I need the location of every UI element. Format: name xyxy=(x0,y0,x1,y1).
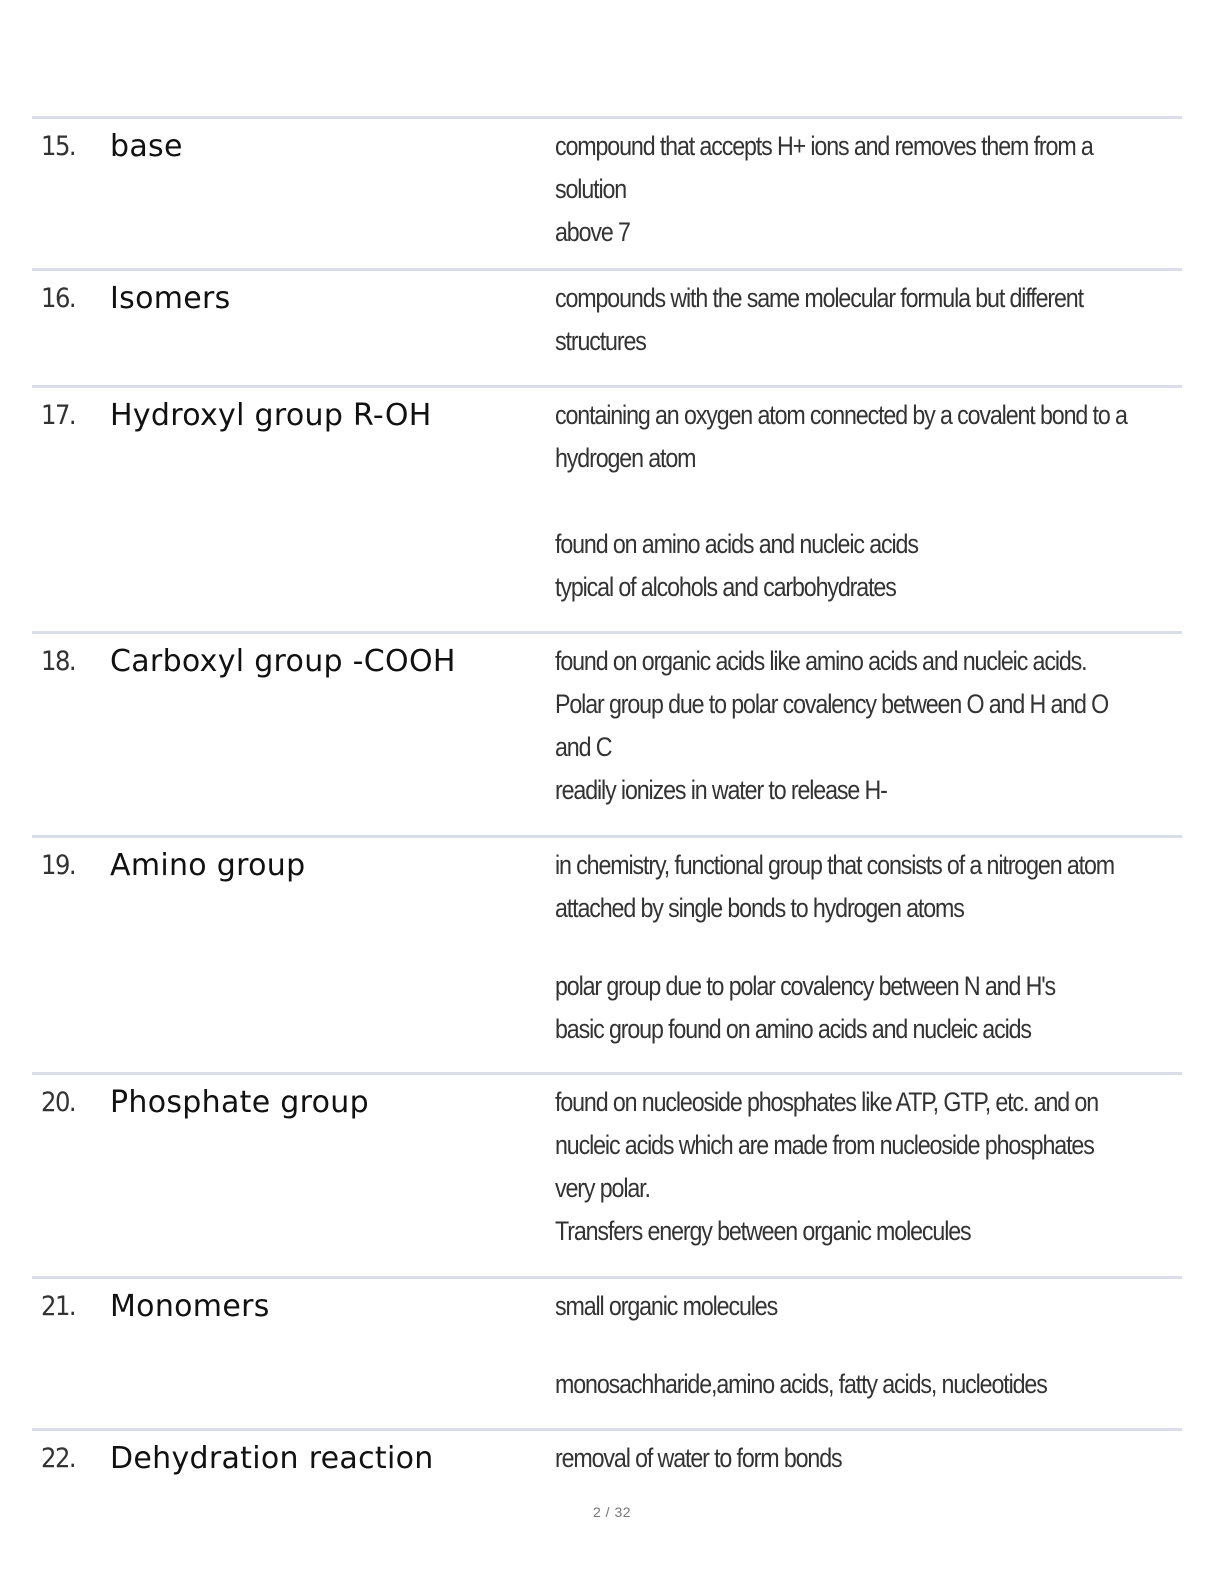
definition-line: very polar. xyxy=(555,1173,650,1203)
entry-term: base xyxy=(110,129,183,164)
entry-term: Phosphate group xyxy=(110,1085,369,1120)
glossary-entry xyxy=(32,634,1182,838)
definition-line: Polar group due to polar covalency between O and H and O xyxy=(555,689,1109,719)
glossary-entry xyxy=(32,1431,1182,1501)
entry-term: Hydroxyl group R-OH xyxy=(110,398,432,433)
entry-definition xyxy=(555,394,1127,609)
entry-term: Monomers xyxy=(110,1289,270,1324)
glossary-entry xyxy=(32,1279,1182,1431)
definition-line: polar group due to polar covalency between N and H's xyxy=(555,971,1056,1001)
definition-line: structures xyxy=(555,326,646,356)
definition-line: attached by single bonds to hydrogen atoms xyxy=(555,893,964,923)
glossary-entry xyxy=(32,271,1182,388)
entry-term: Isomers xyxy=(110,281,231,316)
entry-definition xyxy=(555,844,1114,1051)
entry-number: 18. xyxy=(41,646,76,677)
definition-line: removal of water to form bonds xyxy=(555,1443,842,1473)
glossary-entry xyxy=(32,838,1182,1075)
definition-line: small organic molecules xyxy=(555,1291,778,1321)
glossary-table xyxy=(32,116,1182,1501)
definition-line: above 7 xyxy=(555,217,630,247)
entry-definition xyxy=(555,640,1108,812)
entry-number: 20. xyxy=(41,1087,76,1118)
entry-term: Dehydration reaction xyxy=(110,1441,434,1476)
definition-line: and C xyxy=(555,732,612,762)
entry-number: 16. xyxy=(41,283,76,314)
definition-line: Transfers energy between organic molecules xyxy=(555,1216,971,1246)
definition-line xyxy=(555,1328,1094,1363)
entry-number: 17. xyxy=(41,400,76,431)
definition-line: readily ionizes in water to release H- xyxy=(555,775,887,805)
glossary-entry xyxy=(32,119,1182,271)
entry-number: 19. xyxy=(41,850,76,881)
entry-definition xyxy=(555,1437,1094,1480)
page-indicator: 2 / 32 xyxy=(592,1504,632,1520)
definition-line: found on amino acids and nucleic acids xyxy=(555,529,918,559)
glossary-entry xyxy=(32,388,1182,634)
entry-term: Carboxyl group -COOH xyxy=(110,644,456,679)
entry-definition xyxy=(555,1081,1098,1253)
definition-line xyxy=(555,480,1127,523)
definition-line: compound that accepts H+ ions and removes them from a xyxy=(555,131,1093,161)
definition-line: solution xyxy=(555,174,627,204)
entry-number: 22. xyxy=(41,1443,76,1474)
entry-definition xyxy=(555,1285,1094,1406)
glossary-entry xyxy=(32,1075,1182,1279)
definition-line: in chemistry, functional group that consists of a nitrogen atom xyxy=(555,850,1114,880)
definition-line: hydrogen atom xyxy=(555,443,696,473)
definition-line: monosachharide,amino acids, fatty acids, nucleotides xyxy=(555,1369,1047,1399)
entry-term: Amino group xyxy=(110,848,306,883)
definition-line: typical of alcohols and carbohydrates xyxy=(555,572,896,602)
definition-line: compounds with the same molecular formula but different xyxy=(555,283,1083,313)
entry-definition xyxy=(555,277,1094,363)
definition-line: basic group found on amino acids and nucleic acids xyxy=(555,1014,1031,1044)
definition-line xyxy=(555,930,1114,965)
entry-number: 21. xyxy=(41,1291,76,1322)
definition-line: containing an oxygen atom connected by a covalent bond to a xyxy=(555,400,1127,430)
definition-line: found on organic acids like amino acids and nucleic acids. xyxy=(555,646,1087,676)
entry-number: 15. xyxy=(41,131,76,162)
definition-line: found on nucleoside phosphates like ATP, GTP, etc. and on xyxy=(555,1087,1099,1117)
entry-definition xyxy=(555,125,1094,254)
definition-line: nucleic acids which are made from nucleoside phosphates xyxy=(555,1130,1094,1160)
